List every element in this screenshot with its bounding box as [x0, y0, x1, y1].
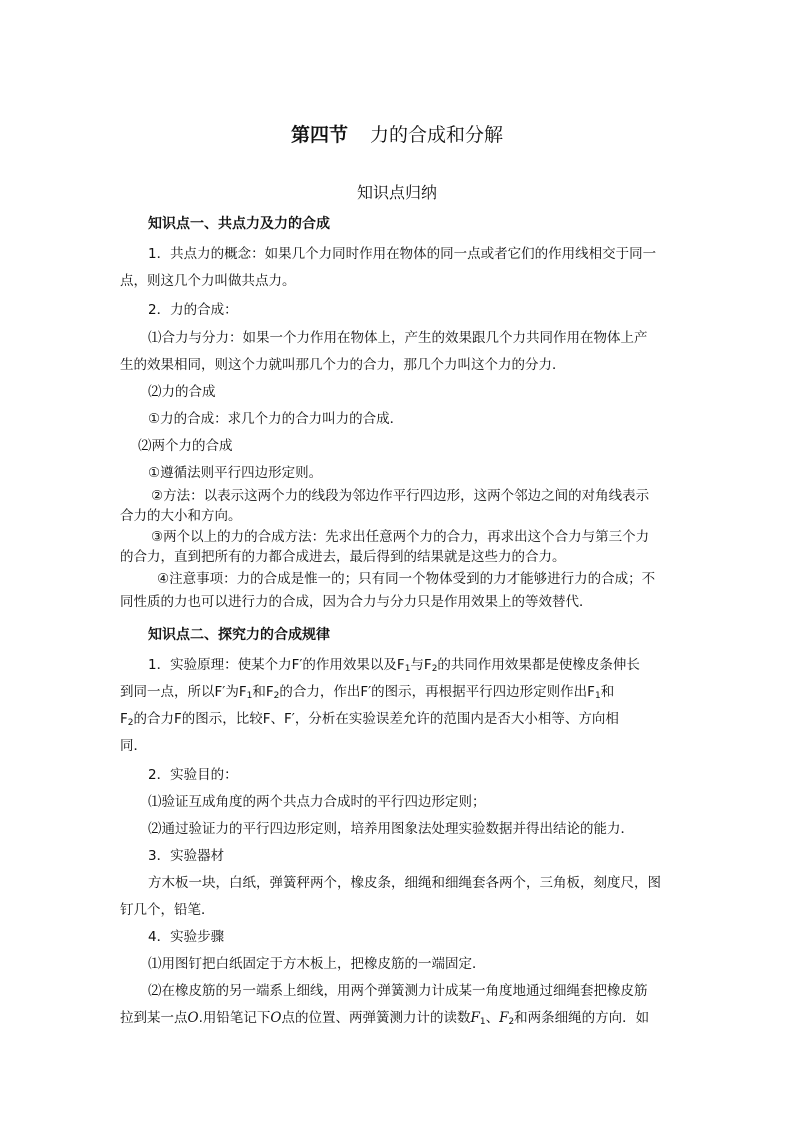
- s2-purpose-2: ⑵通过验证力的平行四边形定则，培养用图象法处理实验数据并得出结论的能力．: [148, 821, 634, 837]
- s2-equipment-line2: 钉几个，铅笔．: [120, 902, 215, 918]
- text-run: 到同一点，所以F′为F: [120, 684, 247, 700]
- s1-p9-line2: 的合力，直到把所有的力都合成进去，最后得到的结果就是这些力的合力。: [120, 549, 566, 565]
- text-run: 的合力，作出F′的图示，再根据平行四边形定则作出F: [279, 684, 595, 700]
- subscript: 2: [273, 691, 280, 701]
- title-section-number: 第四节: [290, 124, 348, 146]
- s2-equipment-heading: 3．实验器材: [148, 848, 225, 864]
- subscript: 2: [508, 1017, 515, 1027]
- page-subtitle: 知识点归纳: [356, 183, 437, 202]
- s1-p1-line2: 点，则这几个力叫做共点力。: [120, 273, 296, 289]
- text-run: 1．实验原理：使某个力F′的作用效果以及F: [148, 657, 405, 673]
- s2-principle-line1: [148, 655, 640, 675]
- s1-p4: ⑵力的合成: [148, 384, 216, 400]
- subscript: 2: [127, 718, 134, 728]
- s2-principle-line3: [120, 709, 619, 729]
- text-run: 和F: [252, 684, 274, 700]
- s1-p1-line1: 1．共点力的概念：如果几个力同时作用在物体的同一点或者它们的作用线相交于同一: [148, 246, 657, 262]
- text-run: 的共同作用效果都是使橡皮条伸长: [437, 657, 640, 673]
- s1-p10-line1: ④注意事项：力的合成是惟一的；只有同一个物体受到的力才能够进行力的合成；不: [157, 571, 656, 587]
- s1-p7: ①遵循法则平行四边形定则。: [148, 465, 323, 481]
- s1-p8-line2: 合力的大小和方向。: [120, 508, 242, 524]
- point-symbol: O: [270, 1010, 282, 1026]
- s2-step-2-line1: ⑵在橡皮筋的另一端系上细线，用两个弹簧测力计成某一角度地通过细绳套把橡皮筋: [148, 983, 648, 999]
- title-text: 力的合成和分解: [370, 124, 504, 146]
- s1-p2: 2．力的合成：: [148, 302, 238, 318]
- s2-steps-heading: 4．实验步骤: [148, 929, 225, 945]
- force-symbol: F: [470, 1010, 480, 1026]
- s2-purpose-heading: 2．实验目的：: [148, 767, 238, 783]
- text-run: 和: [600, 684, 615, 700]
- force-symbol: F: [499, 1010, 509, 1026]
- s1-p3-line1: ⑴合力与分力：如果一个力作用在物体上，产生的效果跟几个力共同作用在物体上产: [148, 330, 648, 346]
- s1-p6: ⑵两个力的合成: [138, 438, 233, 454]
- text-run: 点的位置、两弹簧测力计的读数: [281, 1010, 471, 1026]
- text-run: 和两条细绳的方向．如: [514, 1010, 650, 1026]
- text-run: F: [120, 711, 128, 727]
- s1-p8-line1: ②方法：以表示这两个力的线段为邻边作平行四边形，这两个邻边之间的对角线表示: [151, 488, 650, 504]
- s2-principle-line2: [120, 682, 614, 702]
- s2-step-2-line2: [120, 1008, 649, 1028]
- text-run: .用铅笔记下: [198, 1010, 271, 1026]
- s2-equipment-line1: 方木板一块，白纸，弹簧秤两个，橡皮条，细绳和细绳套各两个，三角板，刻度尺，图: [148, 875, 661, 891]
- s2-principle-line4: 同．: [120, 738, 147, 754]
- s1-p9-line1: ③两个以上的力的合成方法：先求出任意两个力的合力，再求出这个合力与第三个力: [151, 529, 650, 545]
- subscript: 1: [404, 664, 411, 674]
- s2-purpose-1: ⑴验证互成角度的两个共点力合成时的平行四边形定则；: [148, 794, 486, 810]
- section-1-heading: 知识点一、共点力及力的合成: [148, 216, 330, 232]
- subscript: 1: [246, 691, 253, 701]
- point-symbol: O: [187, 1010, 199, 1026]
- text-run: 、: [485, 1010, 500, 1026]
- text-run: 的合力F的图示，比较F、F′，分析在实验误差允许的范围内是否大小相等、方向相: [133, 711, 619, 727]
- s1-p3-line2: 生的效果相同，则这个力就叫那几个力的合力，那几个力叫这个力的分力．: [120, 357, 566, 373]
- s1-p5: ①力的合成：求几个力的合力叫力的合成．: [148, 411, 404, 427]
- s1-p10-line2: 同性质的力也可以进行力的合成，因为合力与分力只是作用效果上的等效替代．: [120, 594, 593, 610]
- text-run: 拉到某一点: [120, 1010, 188, 1026]
- text-run: 与F: [410, 657, 432, 673]
- page-title: [0, 122, 794, 148]
- section-2-heading: 知识点二、探究力的合成规律: [148, 627, 330, 643]
- subscript: 1: [594, 691, 601, 701]
- subscript: 1: [479, 1017, 486, 1027]
- subscript: 2: [431, 664, 438, 674]
- s2-step-1: ⑴用图钉把白纸固定于方木板上，把橡皮筋的一端固定．: [148, 956, 486, 972]
